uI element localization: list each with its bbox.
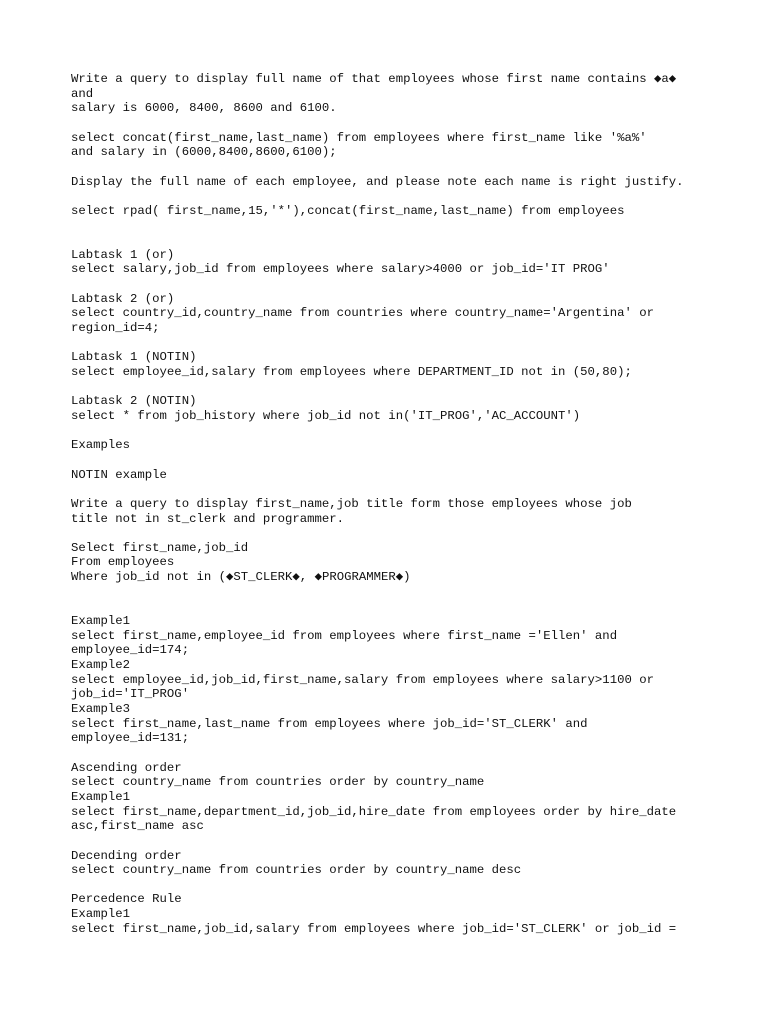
text-line: select concat(first_name,last_name) from employees where first_name like '%a%' bbox=[71, 130, 647, 145]
text-line bbox=[71, 189, 721, 204]
text-line bbox=[71, 160, 721, 175]
text-line: salary is 6000, 8400, 8600 and 6100. bbox=[71, 101, 337, 116]
text-line: select first_name,last_name from employees where job_id='ST_CLERK' and bbox=[71, 716, 588, 731]
text-line bbox=[71, 424, 721, 439]
text-line: select country_name from countries order by country_name desc bbox=[71, 863, 522, 878]
text-line: Example1 bbox=[71, 907, 131, 922]
text-line: Display the full name of each employee, and please note each name is right justify. bbox=[71, 174, 684, 189]
text-line: Write a query to display full name of that employees whose first name contains ◆a◆ bbox=[71, 72, 677, 86]
text-line: Select first_name,job_id bbox=[71, 540, 249, 555]
document-body bbox=[71, 72, 721, 936]
text-line bbox=[71, 336, 721, 351]
text-line bbox=[71, 878, 721, 893]
text-line: region_id=4; bbox=[71, 321, 160, 336]
text-line: Labtask 2 (or) bbox=[71, 291, 175, 306]
text-line bbox=[71, 482, 721, 497]
text-line: and salary in (6000,8400,8600,6100); bbox=[71, 145, 337, 160]
text-line bbox=[71, 380, 721, 395]
text-line: Percedence Rule bbox=[71, 892, 182, 907]
text-line: Examples bbox=[71, 438, 131, 453]
text-line bbox=[71, 834, 721, 849]
text-line bbox=[71, 526, 721, 541]
text-line bbox=[71, 585, 721, 600]
text-line: select first_name,employee_id from employees where first_name ='Ellen' and bbox=[71, 628, 618, 643]
text-line: Example1 bbox=[71, 614, 131, 629]
text-line bbox=[71, 453, 721, 468]
text-line: select rpad( first_name,15,'*'),concat(first_name,last_name) from employees bbox=[71, 203, 625, 218]
text-line: Example3 bbox=[71, 702, 131, 716]
text-line: Labtask 1 (NOTIN) bbox=[71, 350, 197, 365]
text-line: Where job_id not in (◆ST_CLERK◆, ◆PROGRAMMER◆) bbox=[71, 570, 411, 585]
text-line: From employees bbox=[71, 555, 175, 570]
text-line: select * from job_history where job_id not in('IT_PROG','AC_ACCOUNT') bbox=[71, 408, 581, 423]
text-line: select first_name,job_id,salary from employees where job_id='ST_CLERK' or job_id = bbox=[71, 921, 677, 936]
text-line: NOTIN example bbox=[71, 467, 167, 482]
text-line bbox=[71, 219, 721, 234]
text-line: select country_id,country_name from countries where country_name='Argentina' or bbox=[71, 306, 654, 321]
text-line: select first_name,department_id,job_id,hire_date from employees order by hire_date bbox=[71, 804, 677, 819]
text-line: employee_id=174; bbox=[71, 643, 190, 658]
text-line: Example2 bbox=[71, 658, 131, 673]
text-line: job_id='IT_PROG' bbox=[71, 687, 190, 702]
text-line: Write a query to display first_name,job title form those employees whose job bbox=[71, 496, 632, 511]
text-line: Labtask 2 (NOTIN) bbox=[71, 394, 197, 409]
text-line: select employee_id,salary from employees where DEPARTMENT_ID not in (50,80); bbox=[71, 365, 632, 380]
text-line: Decending order bbox=[71, 848, 182, 863]
text-line bbox=[71, 746, 721, 761]
text-line bbox=[71, 116, 721, 131]
text-line: asc,first_name asc bbox=[71, 819, 204, 834]
text-line: Labtask 1 (or) bbox=[71, 247, 175, 262]
text-line: and bbox=[71, 86, 94, 101]
text-line: select salary,job_id from employees where salary>4000 or job_id='IT PROG' bbox=[71, 262, 610, 277]
text-line bbox=[71, 277, 721, 292]
text-line: employee_id=131; bbox=[71, 731, 190, 746]
text-line: select country_name from countries order by country_name bbox=[71, 775, 485, 790]
text-line: Example1 bbox=[71, 789, 131, 804]
text-line: title not in st_clerk and programmer. bbox=[71, 511, 345, 526]
text-line: select employee_id,job_id,first_name,salary from employees where salary>1100 or bbox=[71, 672, 654, 687]
text-line bbox=[71, 233, 721, 248]
text-line bbox=[71, 599, 721, 614]
text-line: Ascending order bbox=[71, 760, 182, 775]
